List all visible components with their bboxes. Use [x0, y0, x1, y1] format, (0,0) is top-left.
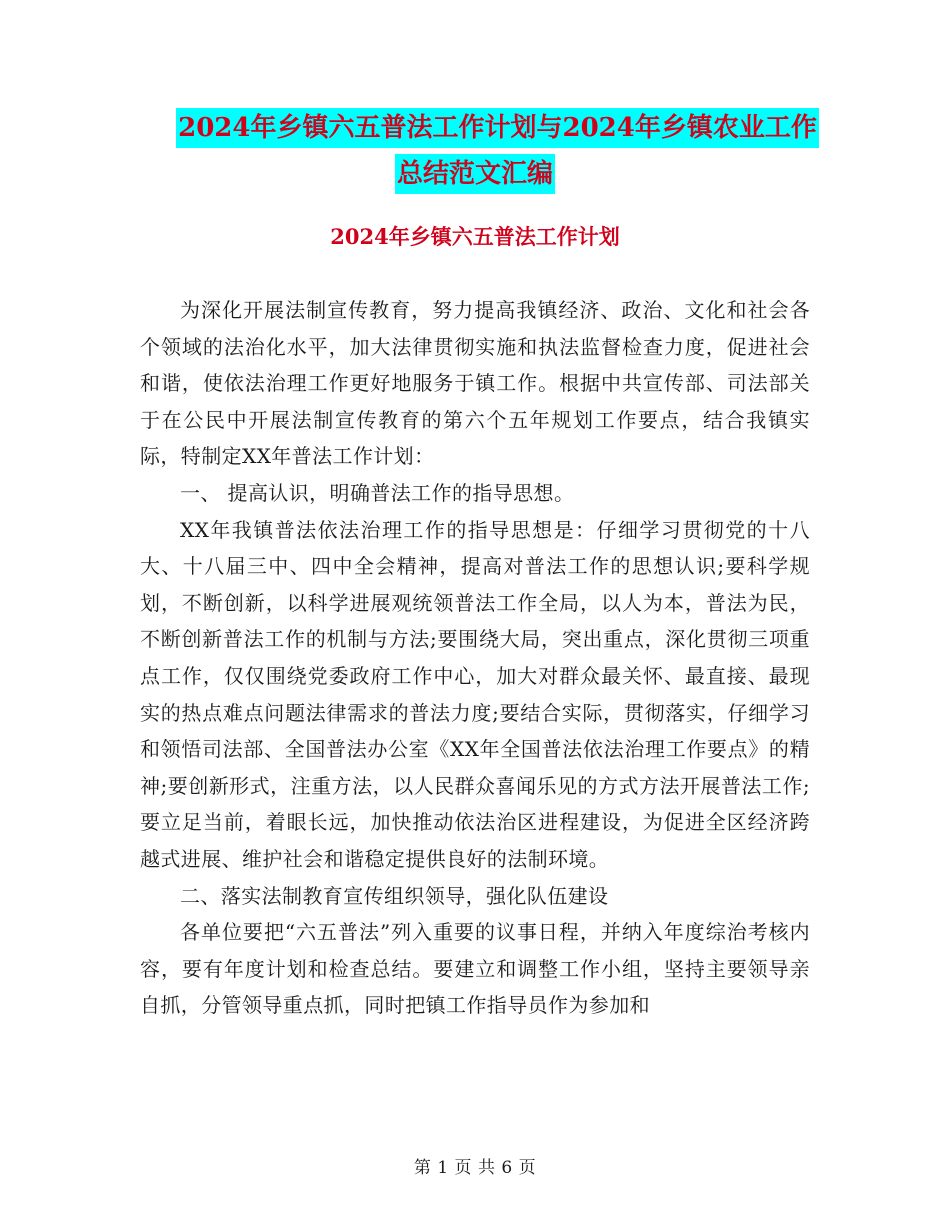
paragraph-organization: 各单位要把“六五普法”列入重要的议事日程，并纳入年度综治考核内容，要有年度计划和检查总结。要建立和调整工作小组，坚持主要领导亲自抓，分管领导重点抓，同时把镇工作指导员作为参加和 [140, 920, 810, 1018]
heading-one: 一、 提高认识，明确普法工作的指导思想。 [180, 480, 575, 505]
paragraph-intro: 为深化开展法制宣传教育，努力提高我镇经济、政治、文化和社会各个领域的法治化水平，加大法律贯彻实施和执法监督检查力度，促进社会和谐，使依法治理工作更好地服务于镇工作。根据中共宣传部、司法部关于在公民中开展法制宣传教育的第六个五年规划工作要点，结合我镇实际，特制定XX年普法工作计划： [140, 298, 810, 469]
body-text [140, 292, 810, 1024]
page-footer: 第 1 页 共 6 页 [413, 1158, 537, 1178]
heading-two: 二、落实法制教育宣传组织领导，强化队伍建设 [180, 883, 609, 908]
title-line-2: 总结范文汇编 [395, 154, 555, 194]
title-line-1: 2024年乡镇六五普法工作计划与2024年乡镇农业工作 [176, 108, 819, 148]
section-title: 2024年乡镇六五普法工作计划 [330, 224, 620, 249]
document-title [0, 108, 950, 200]
paragraph-guiding-thought: XX年我镇普法依法治理工作的指导思想是：仔细学习贯彻党的十八大、十八届三中、四中全会精神，提高对普法工作的思想认识;要科学规划，不断创新，以科学进展观统领普法工作全局，以人为本，普法为民，不断创新普法工作的机制与方法;要围绕大局，突出重点，深化贯彻三项重点工作，仅仅围绕党委政府工作中心，加大对群众最关怀、最直接、最现实的热点难点问题法律需求的普法力度;要结合实际，贯彻落实，仔细学习和领悟司法部、全国普法办公室《XX年全国普法依法治理工作要点》的精神;要创新形式，注重方法，以人民群众喜闻乐见的方式方法开展普法工作;要立足当前，着眼长远，加快推动依法治区进程建设，为促进全区经济跨越式进展、维护社会和谐稳定提供良好的法制环境。 [140, 517, 810, 871]
